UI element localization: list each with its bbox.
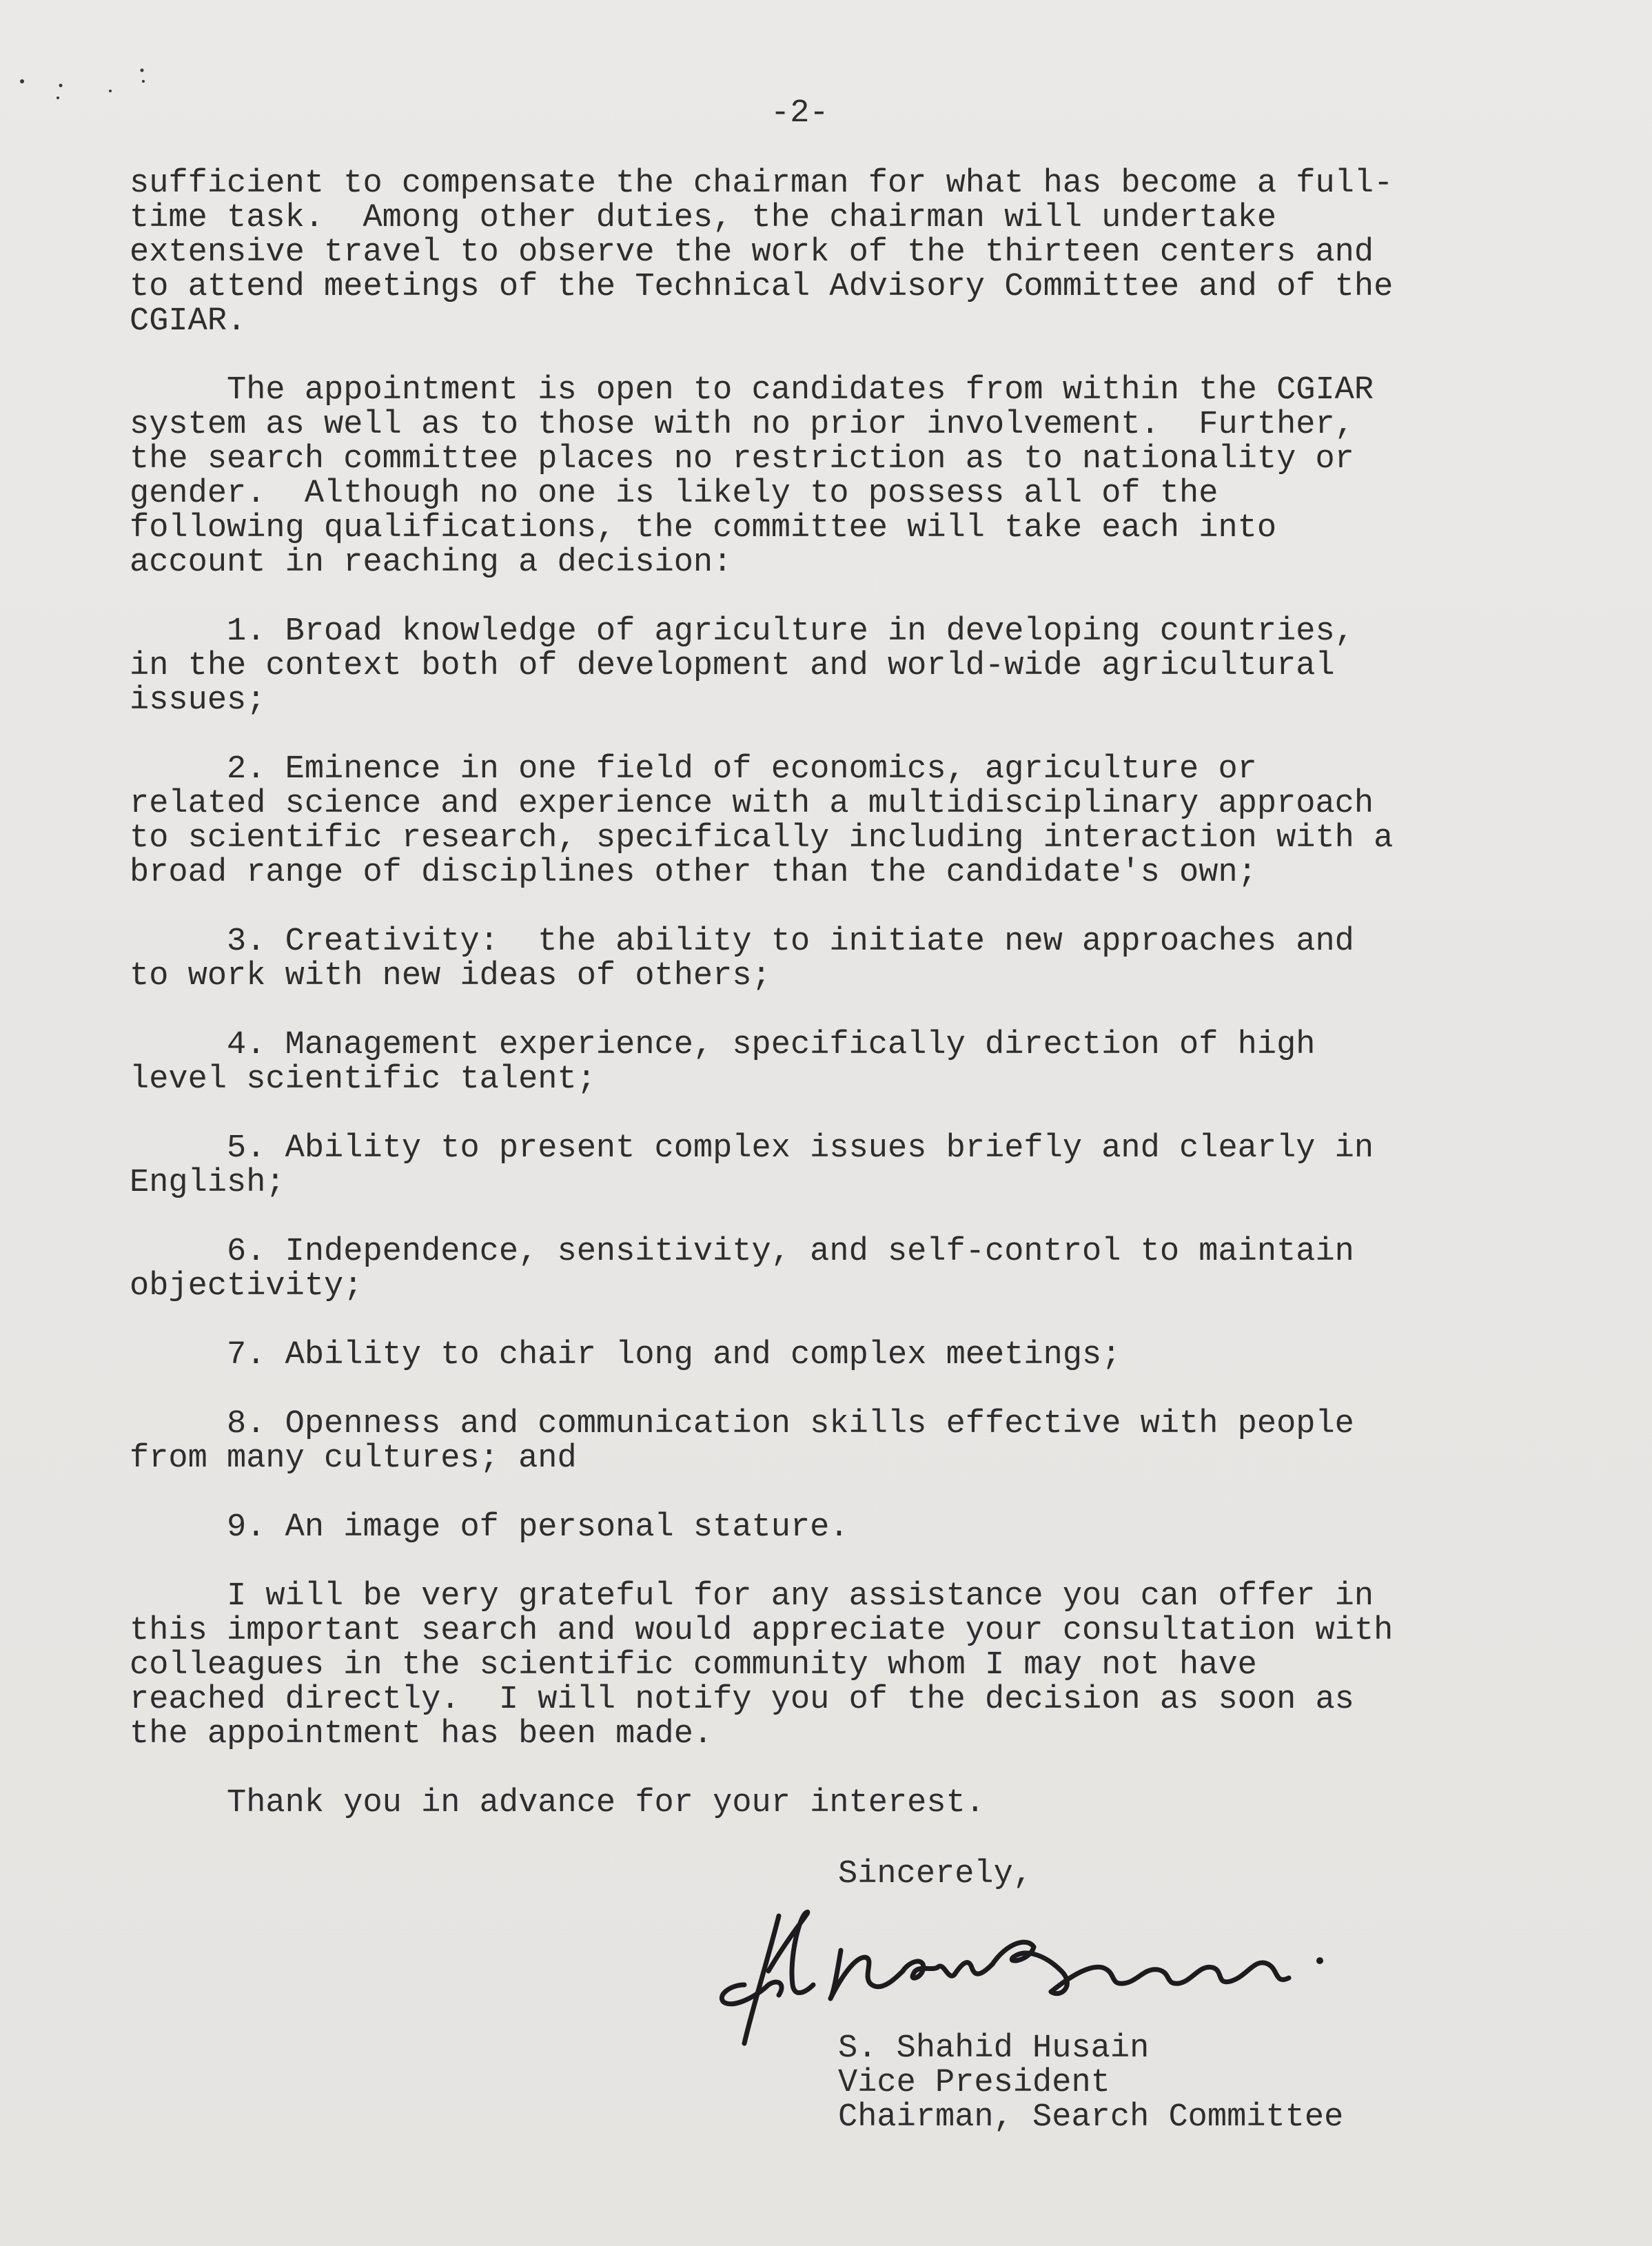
paragraph: [130, 615, 1508, 718]
text-line: reached directly. I will notify you of the decision as soon as: [130, 1682, 1354, 1718]
text-line: the search committee places no restriction as to nationality or: [130, 441, 1354, 478]
text-line: The appointment is open to candidates from within the CGIAR: [130, 372, 1374, 409]
letter-body: [130, 167, 1508, 1855]
signer-title: Vice President: [838, 2065, 1110, 2101]
text-line: issues;: [130, 682, 266, 719]
text-line: 2. Eminence in one field of economics, agriculture or: [130, 751, 1257, 788]
text-line: 6. Independence, sensitivity, and self-control to maintain: [130, 1234, 1354, 1270]
text-line: system as well as to those with no prior involvement. Further,: [130, 407, 1354, 443]
signer-name: S. Shahid Husain: [838, 2030, 1150, 2067]
text-line: account in reaching a decision:: [130, 544, 733, 581]
paragraph: [130, 925, 1508, 994]
text-line: 4. Management experience, specifically direction of high: [130, 1027, 1316, 1063]
text-line: colleagues in the scientific community whom I may not have: [130, 1647, 1257, 1684]
text-line: English;: [130, 1165, 285, 1201]
text-line: CGIAR.: [130, 303, 247, 340]
paragraph: [130, 167, 1508, 339]
text-line: 5. Ability to present complex issues briefly and clearly in: [130, 1130, 1374, 1167]
text-line: 8. Openness and communication skills effective with people: [130, 1406, 1354, 1442]
text-line: broad range of disciplines other than the candidate's own;: [130, 855, 1257, 891]
paper-specks: [14, 55, 165, 124]
paragraph: [130, 1235, 1508, 1304]
text-line: time task. Among other duties, the chairman will undertake: [130, 200, 1277, 236]
text-line: this important search and would appreciate your consultation with: [130, 1613, 1394, 1649]
text-line: Thank you in advance for your interest.: [130, 1785, 986, 1821]
text-line: 1. Broad knowledge of agriculture in developing countries,: [130, 613, 1354, 650]
paragraph: [130, 1338, 1508, 1373]
text-line: extensive travel to observe the work of the thirteen centers and: [130, 234, 1374, 271]
paragraph: [130, 1132, 1508, 1201]
paragraph: [130, 1028, 1508, 1097]
paragraph: [130, 1511, 1508, 1545]
text-line: related science and experience with a multidisciplinary approach: [130, 786, 1374, 822]
text-line: from many cultures; and: [130, 1440, 577, 1477]
text-line: to attend meetings of the Technical Advisory Committee and of the: [130, 269, 1394, 305]
paragraph: [130, 753, 1508, 890]
text-line: level scientific talent;: [130, 1061, 596, 1098]
paragraph: [130, 1786, 1508, 1821]
signer-role: Chairman, Search Committee: [838, 2099, 1344, 2136]
text-line: to scientific research, specifically including interaction with a: [130, 820, 1394, 857]
text-line: the appointment has been made.: [130, 1716, 713, 1753]
paragraph: [130, 1407, 1508, 1476]
text-line: to work with new ideas of others;: [130, 958, 771, 994]
text-line: gender. Although no one is likely to possess all of the: [130, 476, 1218, 512]
page-number: -2-: [771, 95, 829, 132]
text-line: objectivity;: [130, 1268, 363, 1305]
text-line: I will be very grateful for any assistance you can offer in: [130, 1578, 1374, 1615]
text-line: 9. An image of personal stature.: [130, 1509, 849, 1546]
text-line: in the context both of development and world-wide agricultural: [130, 648, 1335, 684]
paragraph: [130, 1580, 1508, 1752]
paragraph: [130, 374, 1508, 580]
text-line: following qualifications, the committee will take each into: [130, 510, 1277, 547]
text-line: sufficient to compensate the chairman for what has become a full-: [130, 165, 1394, 202]
text-line: 3. Creativity: the ability to initiate new approaches and: [130, 923, 1354, 960]
closing-salutation: Sincerely,: [838, 1856, 1033, 1892]
text-line: 7. Ability to chair long and complex meetings;: [130, 1337, 1121, 1374]
